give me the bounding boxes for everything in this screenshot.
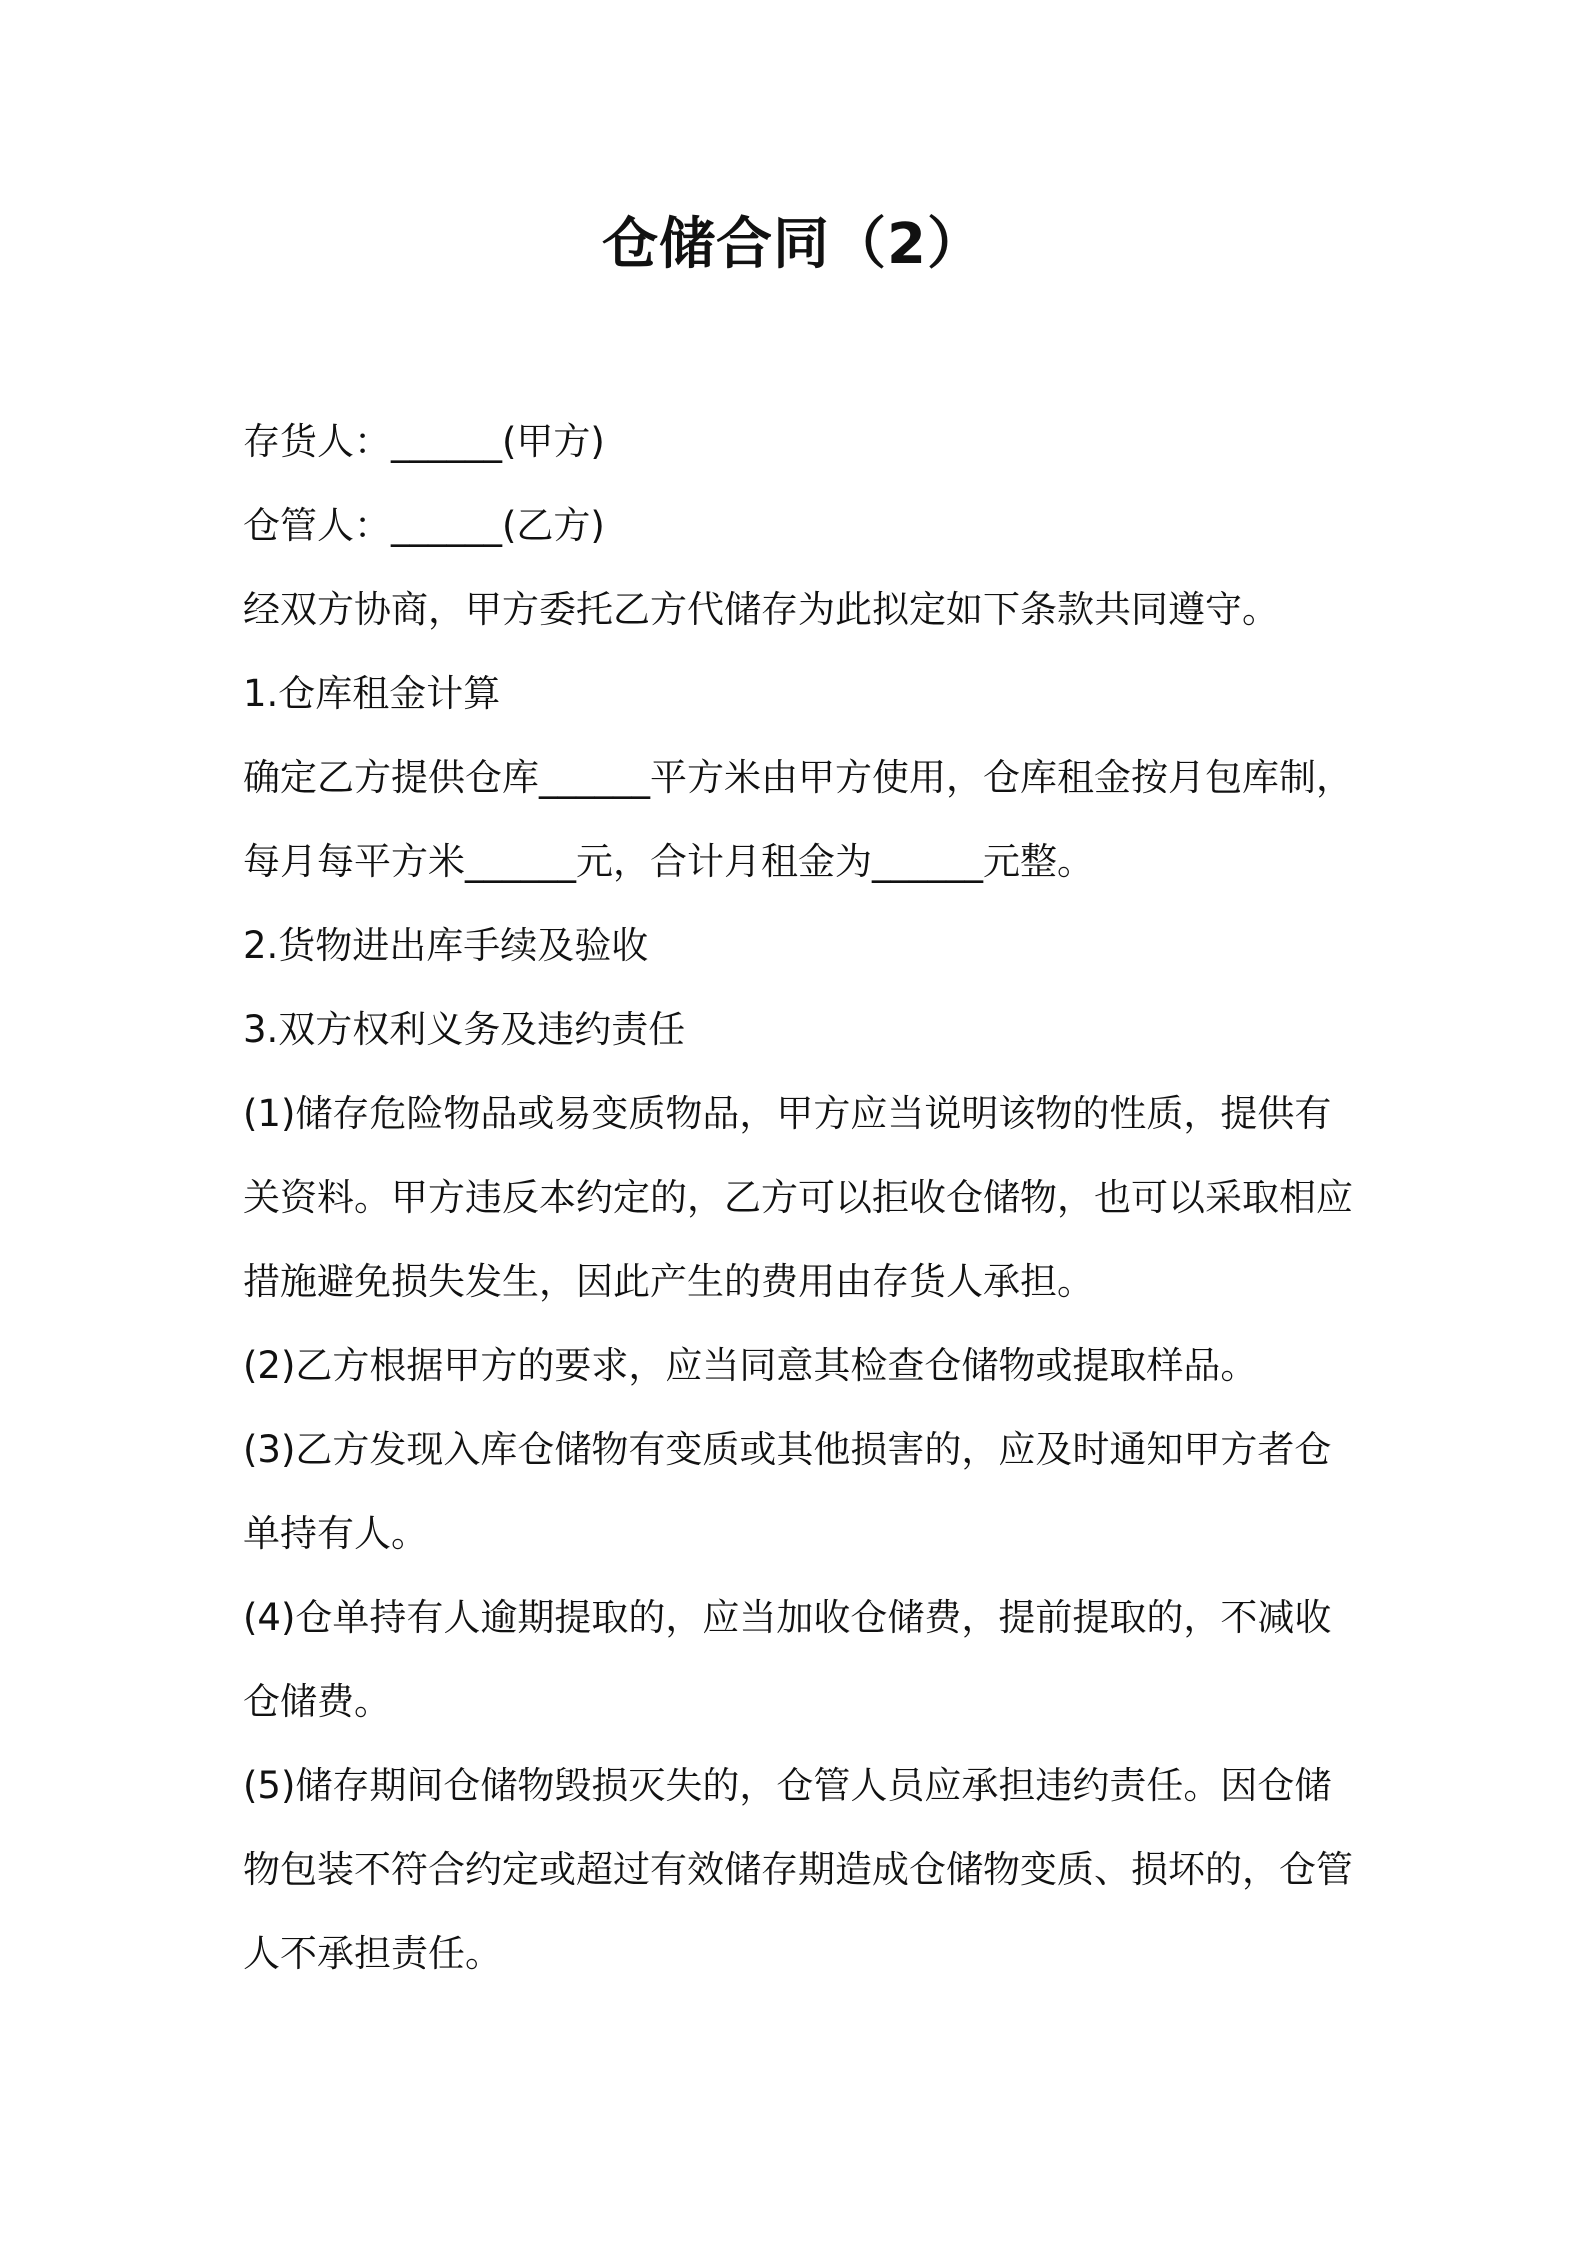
- document-title: 仓储合同（2）: [602, 212, 984, 277]
- clause-1-line-3: 措施避免损失发生，因此产生的费用由存货人承担。: [243, 1260, 1094, 1303]
- rent-paragraph-line-1: 确定乙方提供仓库______平方米由甲方使用，仓库租金按月包库制，: [243, 756, 1353, 799]
- clause-4-line-1: (4)仓单持有人逾期提取的，应当加收仓储费，提前提取的，不减收: [243, 1596, 1332, 1639]
- clause-1-line-1: (1)储存危险物品或易变质物品，甲方应当说明该物的性质，提供有: [243, 1092, 1332, 1135]
- clause-5-line-1: (5)储存期间仓储物毁损灭失的，仓管人员应承担违约责任。因仓储: [243, 1764, 1332, 1807]
- clause-3-line-2: 单持有人。: [243, 1512, 428, 1555]
- clause-2-line-1: (2)乙方根据甲方的要求，应当同意其检查仓储物或提取样品。: [243, 1344, 1258, 1387]
- clause-1-line-2: 关资料。甲方违反本约定的，乙方可以拒收仓储物，也可以采取相应: [243, 1176, 1353, 1219]
- rent-paragraph-line-2: 每月每平方米______元，合计月租金为______元整。: [243, 840, 1094, 883]
- clause-5-line-2: 物包装不符合约定或超过有效储存期造成仓储物变质、损坏的，仓管: [243, 1848, 1353, 1891]
- warehouse-keeper-line: 仓管人：______(乙方): [243, 504, 605, 547]
- depositor-line: 存货人：______(甲方): [243, 420, 605, 463]
- clause-4-line-2: 仓储费。: [243, 1680, 391, 1723]
- preamble-paragraph: 经双方协商，甲方委托乙方代储存为此拟定如下条款共同遵守。: [243, 588, 1279, 631]
- section-3-heading: 3.双方权利义务及违约责任: [243, 1008, 686, 1051]
- clause-3-line-1: (3)乙方发现入库仓储物有变质或其他损害的，应及时通知甲方者仓: [243, 1428, 1332, 1471]
- section-1-heading: 1.仓库租金计算: [243, 672, 501, 715]
- document-body: [243, 400, 1373, 1996]
- section-2-heading: 2.货物进出库手续及验收: [243, 924, 649, 967]
- clause-5-line-3: 人不承担责任。: [243, 1932, 502, 1975]
